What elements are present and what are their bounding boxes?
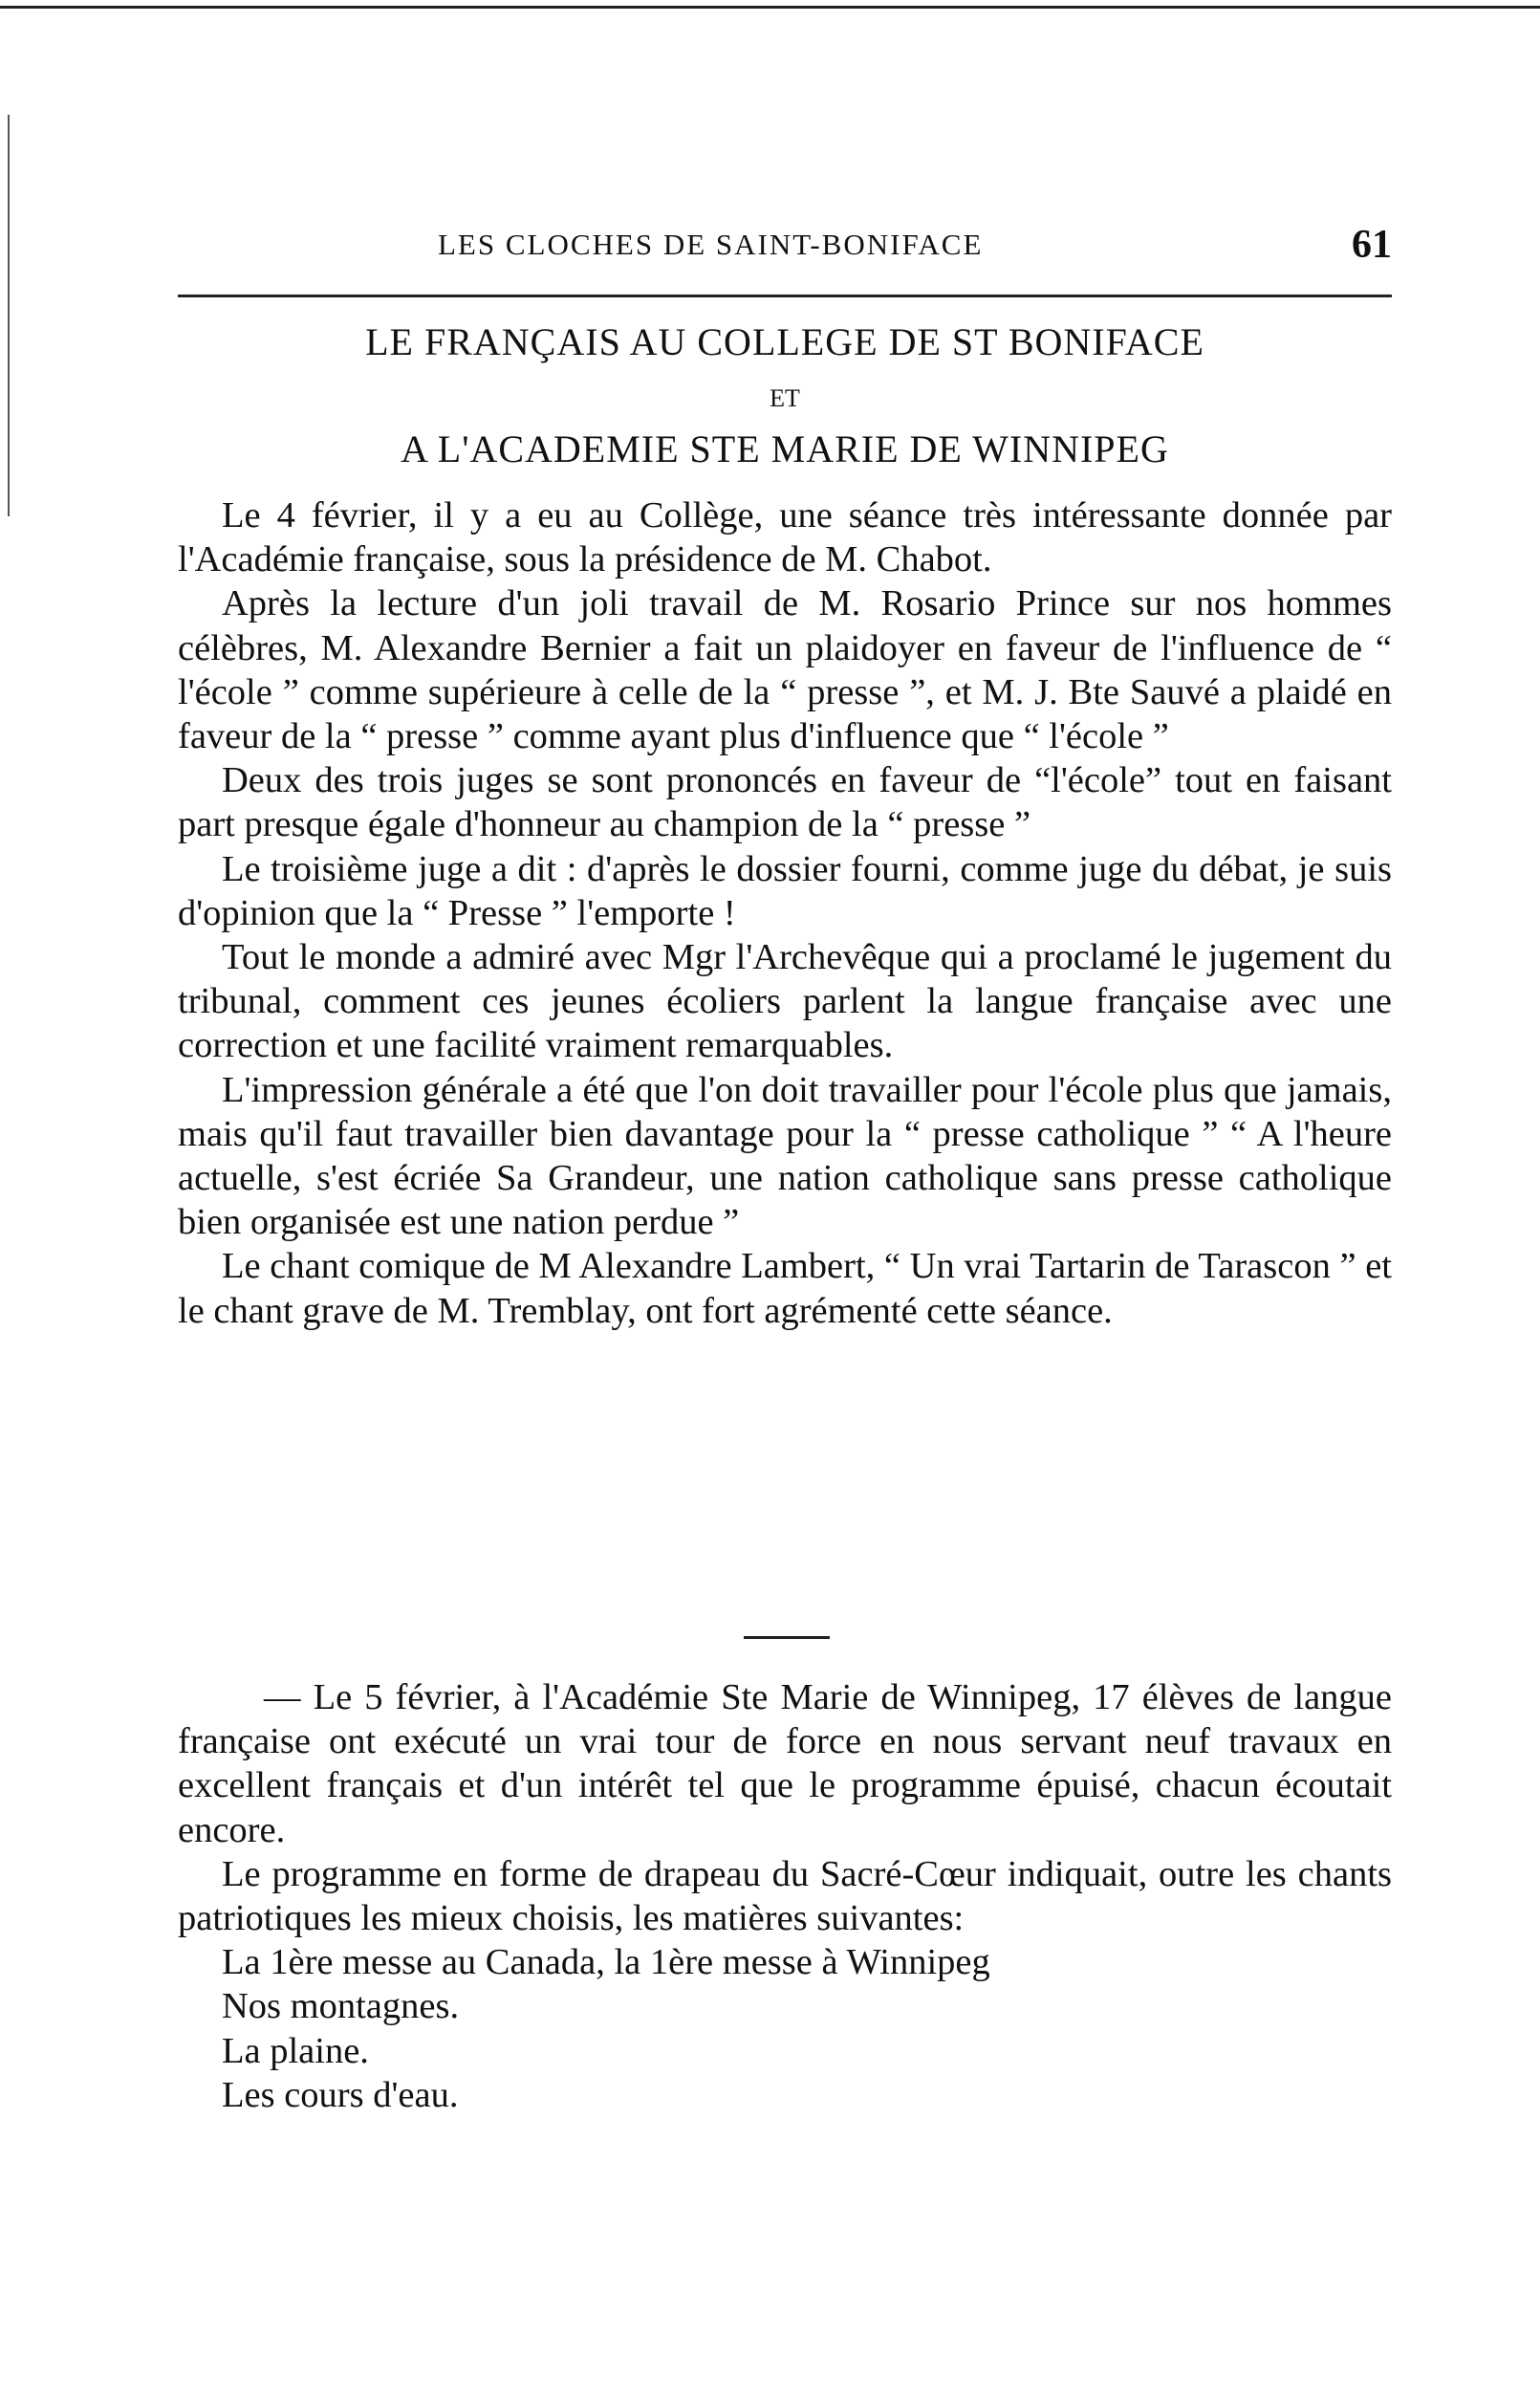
paragraph: Le programme en forme de drapeau du Sacré-Cœur indiquait, outre les chants patriotiques les mieux choisis, les matières suivantes: [178, 1853, 1392, 1939]
paragraph: Le troisième juge a dit : d'après le dossier fourni, comme juge du débat, je suis d'opinion que la “ Presse ” l'emporte ! [178, 848, 1392, 933]
list-item: La plaine. [222, 2030, 369, 2071]
list-item: La 1ère messe au Canada, la 1ère messe à Winnipeg [222, 1942, 990, 1983]
paragraph: — Le 5 février, à l'Académie Ste Marie de Winnipeg, 17 élèves de langue française ont exécuté un vrai tour de force en nous servant neuf travaux en excellent français et d'un intérêt tel que le programme épuisé, chacun écoutait encore. [178, 1677, 1392, 1850]
second-article-body [178, 1675, 1392, 2117]
article-title-line-3: A L'ACADEMIE STE MARIE DE WINNIPEG [401, 427, 1169, 470]
paragraph: Le chant comique de M Alexandre Lambert, “ Un vrai Tartarin de Tarascon ” et le chant grave de M. Tremblay, ont fort agrémenté cette séance. [178, 1246, 1392, 1331]
list-item: Nos montagnes. [222, 1986, 460, 2027]
article-title-line-2: ET [770, 384, 800, 412]
paragraph: Deux des trois juges se sont prononcés en faveur de “l'école” tout en faisant part presque égale d'honneur au champion de la “ presse ” [178, 760, 1392, 845]
section-separator [744, 1636, 830, 1639]
article-title-line-1: LE FRANÇAIS AU COLLEGE DE ST BONIFACE [365, 320, 1204, 363]
page-binding-edge [8, 115, 10, 516]
page-top-edge [0, 6, 1540, 9]
paragraph: Le 4 février, il y a eu au Collège, une séance très intéressante donnée par l'Académie française, sous la présidence de M. Chabot. [178, 495, 1392, 580]
paragraph: Tout le monde a admiré avec Mgr l'Archevêque qui a proclamé le jugement du tribunal, comment ces jeunes écoliers parlent la langue française avec une correction et une facilité vraiment remarquables. [178, 937, 1392, 1066]
page-number: 61 [1352, 223, 1392, 267]
list-item: Les cours d'eau. [222, 2074, 459, 2115]
running-header [178, 222, 1392, 270]
topic-list [178, 1940, 1392, 2117]
paragraph: Après la lecture d'un joli travail de M. Rosario Prince sur nos hommes célèbres, M. Alexandre Bernier a fait un plaidoyer en faveur de l'influence de “ l'école ” comme supérieure à celle de la “ presse ”, et M. J. Bte Sauvé a plaidé en faveur de la “ presse ” comme ayant plus d'influence que “ l'école ” [178, 583, 1392, 757]
paragraph: L'impression générale a été que l'on doit travailler pour l'école plus que jamais, mais qu'il faut travailler bien davantage pour la “ presse catholique ” “ A l'heure actuelle, s'est écriée Sa Grandeur, une nation catholique sans presse catholique bien organisée est une nation perdue ” [178, 1069, 1392, 1243]
running-title: LES CLOCHES DE SAINT-BONIFACE [438, 228, 984, 261]
header-rule [178, 295, 1392, 297]
article-body [178, 493, 1392, 1333]
